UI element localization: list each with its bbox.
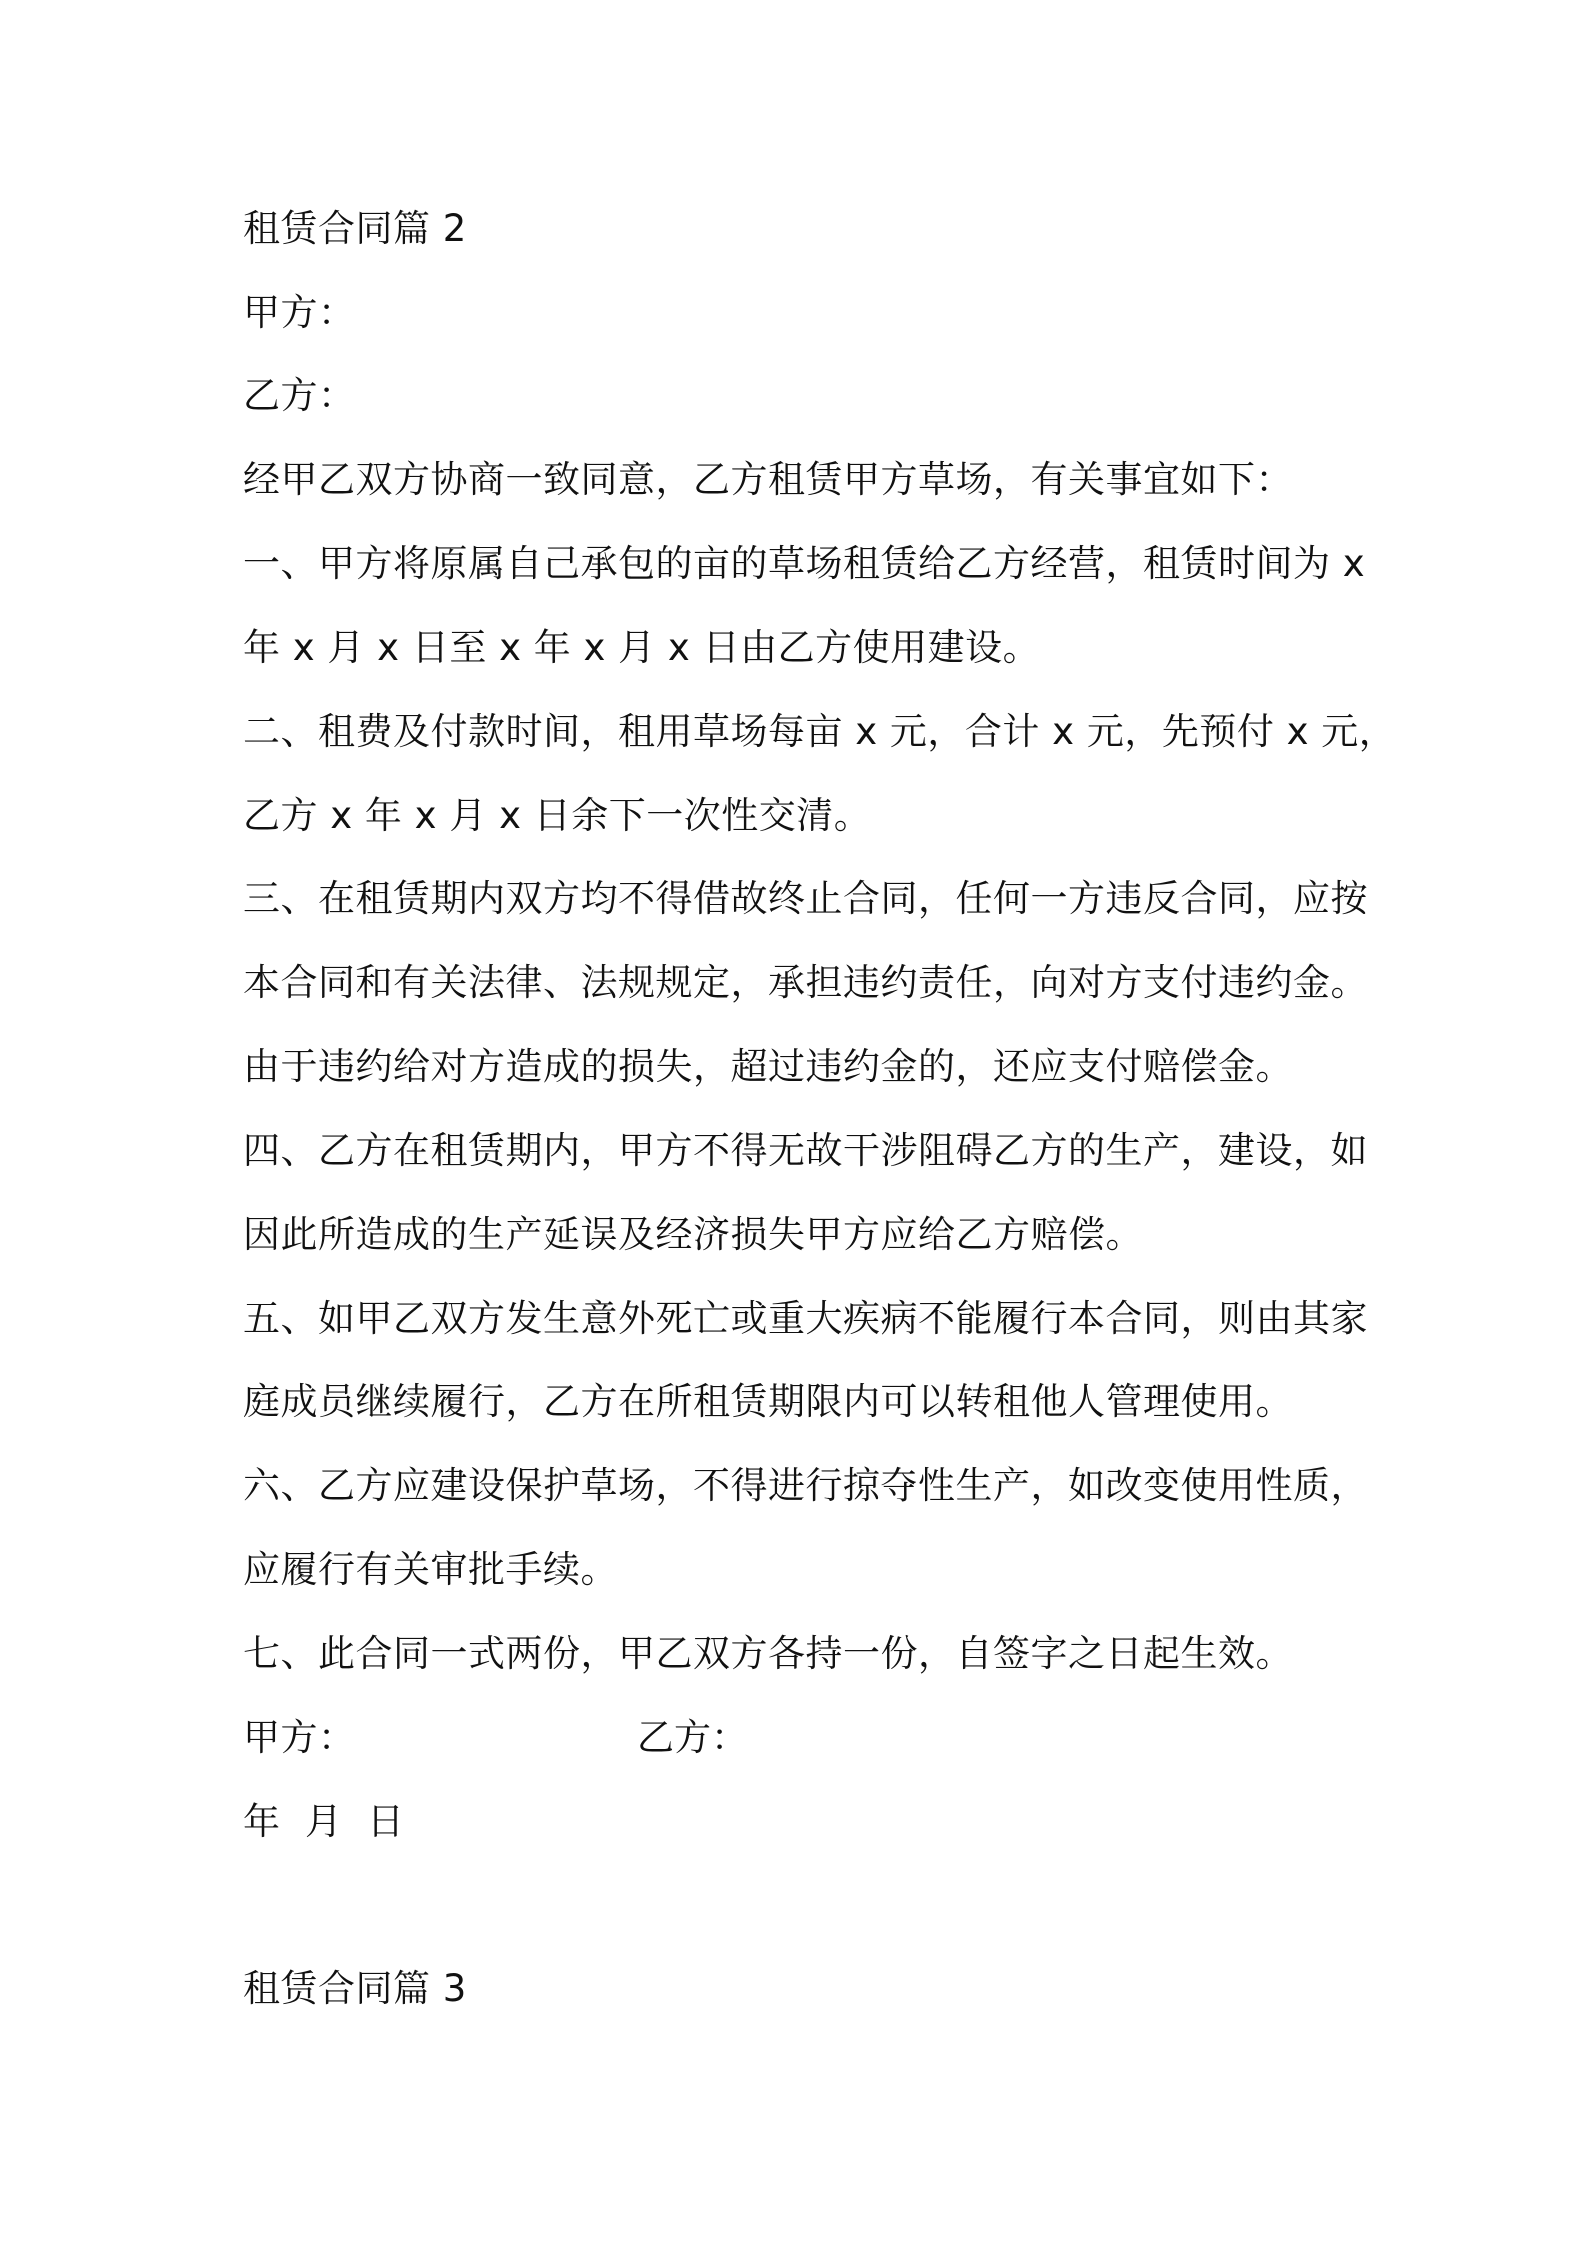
party-b-label: 乙方：	[243, 374, 356, 417]
party-a-label: 甲方：	[243, 291, 356, 334]
clause-4-line-1: 四、乙方在租赁期内，甲方不得无故干涉阻碍乙方的生产，建设，如	[243, 1129, 1368, 1172]
clause-4-line-2: 因此所造成的生产延误及经济损失甲方应给乙方赔偿。	[243, 1213, 1143, 1256]
clause-1-line-1: 一、甲方将原属自己承包的亩的草场租赁给乙方经营，租赁时间为 x	[243, 542, 1366, 585]
clause-1-line-2: 年 x 月 x 日至 x 年 x 月 x 日由乙方使用建设。	[243, 626, 1041, 669]
section-heading: 租赁合同篇 2	[243, 207, 467, 250]
clause-6-line-2: 应履行有关审批手续。	[243, 1548, 618, 1591]
signature-party-a: 甲方：	[243, 1716, 356, 1759]
clause-2-line-2: 乙方 x 年 x 月 x 日余下一次性交清。	[243, 794, 872, 837]
clause-5-line-2: 庭成员继续履行，乙方在所租赁期限内可以转租他人管理使用。	[243, 1380, 1293, 1423]
clause-2-line-1: 二、租费及付款时间，租用草场每亩 x 元，合计 x 元，先预付 x 元，	[243, 710, 1397, 753]
clause-3-line-1: 三、在租赁期内双方均不得借故终止合同，任何一方违反合同，应按	[243, 877, 1368, 920]
clause-3-line-3: 由于违约给对方造成的损失，超过违约金的，还应支付赔偿金。	[243, 1045, 1293, 1088]
clause-7-line-1: 七、此合同一式两份，甲乙双方各持一份，自签字之日起生效。	[243, 1632, 1293, 1675]
signature-party-b: 乙方：	[637, 1716, 748, 1759]
intro-paragraph: 经甲乙双方协商一致同意，乙方租赁甲方草场，有关事宜如下：	[243, 458, 1293, 501]
clause-6-line-1: 六、乙方应建设保护草场，不得进行掠夺性生产，如改变使用性质，	[243, 1464, 1368, 1507]
clause-3-line-2: 本合同和有关法律、法规规定，承担违约责任，向对方支付违约金。	[243, 961, 1368, 1004]
next-section-heading: 租赁合同篇 3	[243, 1967, 467, 2010]
signature-date: 年 月 日	[243, 1800, 405, 1843]
clause-5-line-1: 五、如甲乙双方发生意外死亡或重大疾病不能履行本合同，则由其家	[243, 1297, 1368, 1340]
